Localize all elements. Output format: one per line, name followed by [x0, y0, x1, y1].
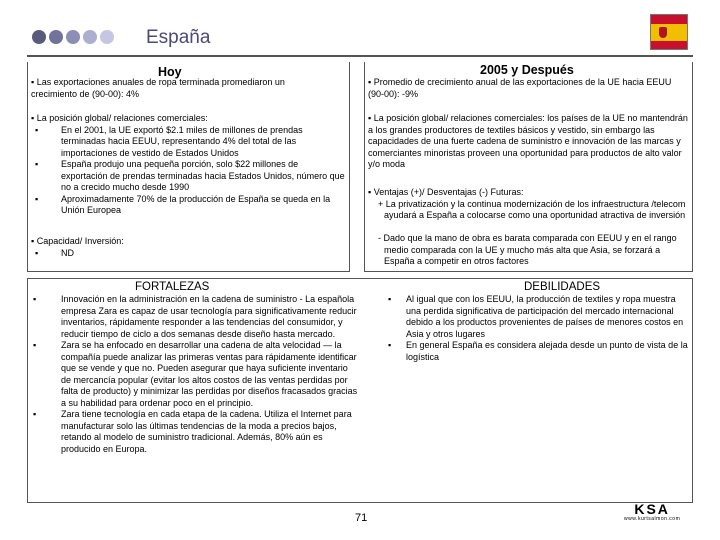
- despues-advantage-plus: + La privatización y la continua modernización de los infraestructura /telecom ayudará a España a colocarse como una oportunidad atractiva de inversión: [378, 198, 686, 220]
- page-number: 71: [355, 512, 368, 524]
- hoy-exports-text: ▪ Las exportaciones anuales de ropa terminada promediaron un crecimiento de (90-00): 4%: [31, 77, 285, 99]
- list-item: ▪ En general España es considera alejada desde un punto de vista de la logística: [388, 340, 688, 363]
- despues-advantages-heading: ▪ Ventajas (+)/ Desventajas (-) Futuras:: [368, 187, 524, 197]
- despues-growth-text: ▪ Promedio de crecimiento anual de las exportaciones de la UE hacia EEUU (90-00): -9%: [368, 77, 672, 99]
- hoy-position-list: [31, 125, 346, 217]
- dot-5: [100, 30, 114, 44]
- page-title: España: [146, 27, 211, 48]
- list-item: ▪ España produjo una pequeña porción, solo $22 millones de exportación de prendas terminadas hacia Estados Unidos, número que no a crecido mucho desde 1990: [31, 159, 346, 194]
- list-item: ▪ Al igual que con los EEUU, la producción de textiles y ropa muestra una perdida significativa de participación del mercado internacional debido a los productos provenientes de países de menores costos en Asia y otros lugares: [388, 294, 688, 340]
- fortalezas-list: [33, 294, 359, 455]
- list-item: ▪ Innovación en la administración en la cadena de suministro - La española empresa Zara es capaz de usar tecnología para significativamente reducir inventarios, rápidamente responder a las tendencias del consumidor, y reducir tiempo de ciclo a dos semanas desde diseño hasta mercado.: [33, 294, 359, 340]
- hoy-capacity-list: [31, 248, 331, 260]
- hoy-capacity-heading: ▪ Capacidad/ Inversión:: [31, 236, 124, 246]
- header-divider: [27, 55, 693, 57]
- decorative-dots: [32, 30, 114, 44]
- spain-flag-icon: [650, 14, 688, 50]
- fortalezas-title: FORTALEZAS: [135, 281, 210, 293]
- hoy-title: Hoy: [158, 65, 182, 79]
- logo-subtext: www.kurtsalmon.com: [624, 516, 681, 522]
- despues-position-text: ▪ La posición global/ relaciones comerciales: los países de la UE no mantendrán a los grandes productores de textiles básicos y vestido, sin embargo las capacidades de una fuerte cadena de suministro e innovación de las marcas y comerciantes minoristas proveen una oportunidad para productos de alto valor y/o moda: [368, 113, 688, 169]
- list-item: ▪ Aproximadamente 70% de la producción de España se queda en la Unión Europea: [31, 194, 346, 217]
- list-item: ▪ En el 2001, la UE exportó $2.1 miles de millones de prendas terminadas hacia EEUU, representando 4% del total de las importaciones de vestido de Estados Unidos: [31, 125, 346, 160]
- dot-3: [66, 30, 80, 44]
- list-item: ▪ Zara se ha enfocado en desarrollar una cadena de alta velocidad — la compañía puede analizar las primeras ventas para rápidamente identificar que se vende y que no. Pueden asegurar que haya suficiente inventario de mercancía popular (evitar los altos costos de las ventas perdidas por falta de producto) y minimizar las perdidas por diseños fracasados gracias a su habilidad para ordenar poco en el principio.: [33, 340, 359, 409]
- list-item: ▪ Zara tiene tecnología en cada etapa de la cadena. Utiliza el Internet para manufacturar solo las últimas tendencias de la moda a precios bajos, retando al modelo de suministro tradicional. Además, 80% aún es producido en Europa.: [33, 409, 359, 455]
- list-item: ▪ ND: [31, 248, 331, 260]
- hoy-position-heading: ▪ La posición global/ relaciones comerciales:: [31, 113, 208, 123]
- logo-text: KSA: [634, 501, 670, 517]
- despues-advantage-minus: - Dado que la mano de obra es barata comparada con EEUU y en el rango medio comparada con la UE y mucho más alta que Asia, se forzará a España a competir en otros factores: [378, 233, 677, 266]
- despues-title: 2005 y Después: [480, 63, 574, 77]
- dot-1: [32, 30, 46, 44]
- debilidades-list: [388, 294, 688, 363]
- debilidades-title: DEBILIDADES: [524, 281, 601, 293]
- ksa-logo: [624, 502, 680, 522]
- dot-2: [49, 30, 63, 44]
- dot-4: [83, 30, 97, 44]
